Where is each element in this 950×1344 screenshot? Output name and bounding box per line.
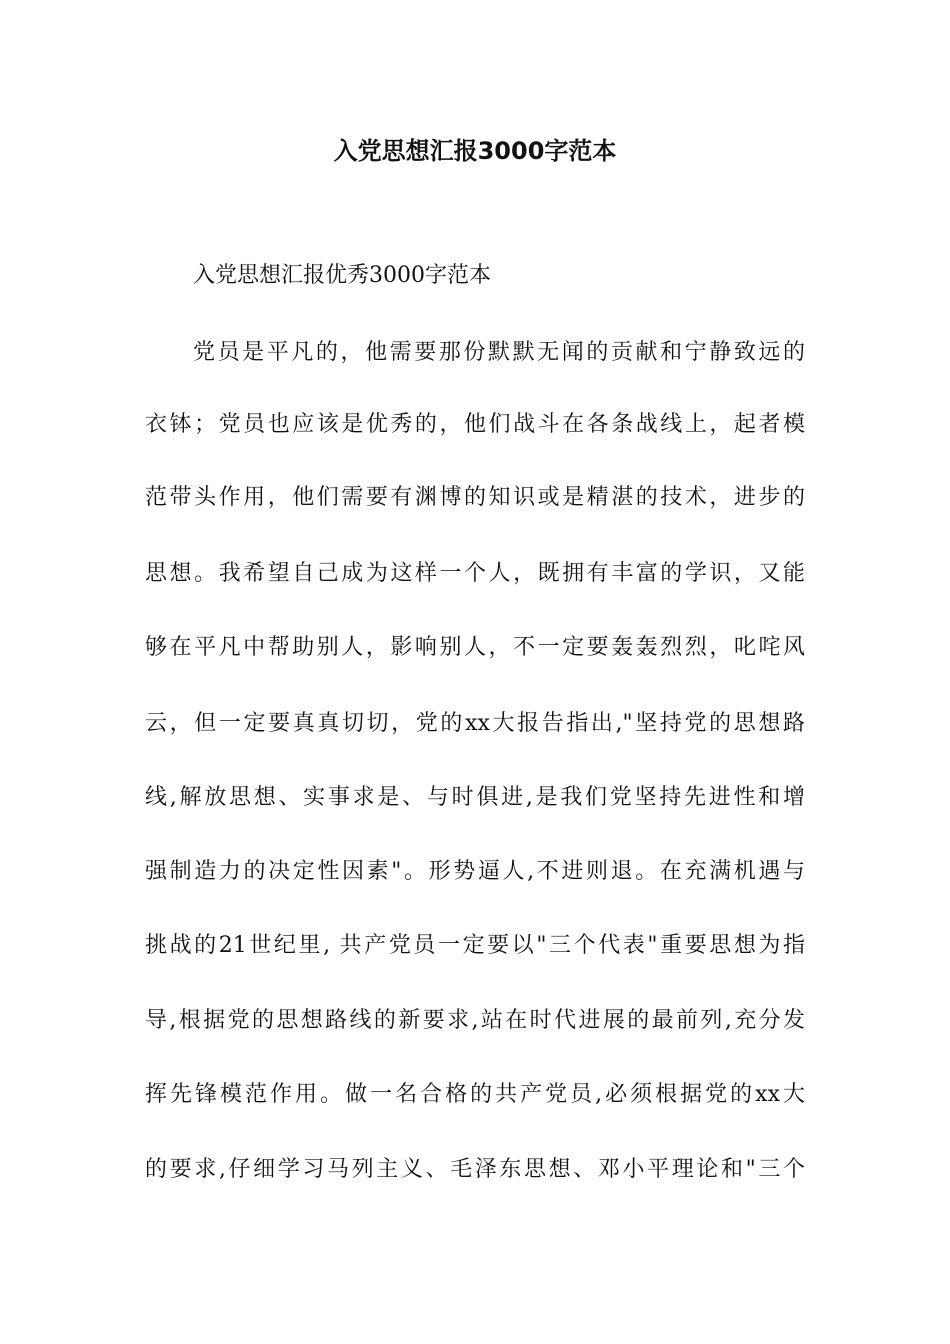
text-line: 衣钵；党员也应该是优秀的，他们战斗在各条战线上，起者模 [145, 412, 805, 437]
text-line: 思想。我希望自己成为这样一个人，既拥有丰富的学识，又能 [145, 561, 805, 586]
text-line: 云，但一定要真真切切，党的xx大报告指出,"坚持党的思想路 [145, 711, 805, 736]
text-line: 挑战的21世纪里, 共产党员一定要以"三个代表"重要思想为指 [145, 933, 805, 958]
text-line: 的要求,仔细学习马列主义、毛泽东思想、邓小平理论和"三个 [145, 1157, 805, 1182]
text-line: 够在平凡中帮助别人，影响别人，不一定要轰轰烈烈，叱咤风 [145, 635, 805, 660]
text-line: 强制造力的决定性因素"。形势逼人,不进则退。在充满机遇与 [145, 859, 805, 884]
text-line: 线,解放思想、实事求是、与时俱进,是我们党坚持先进性和增 [145, 785, 805, 810]
text-line: 党员是平凡的，他需要那份默默无闻的贡献和宁静致远的 [193, 340, 805, 365]
text-line: 范带头作用，他们需要有渊博的知识或是精湛的技术，进步的 [145, 485, 805, 510]
page-title: 入党思想汇报3000字范本 [333, 137, 617, 165]
text-line: 导,根据党的思想路线的新要求,站在时代进展的最前列,充分发 [145, 1008, 805, 1033]
document-subtitle: 入党思想汇报优秀3000字范本 [193, 263, 491, 288]
text-line: 挥先锋模范作用。做一名合格的共产党员,必须根据党的xx大 [145, 1082, 805, 1107]
